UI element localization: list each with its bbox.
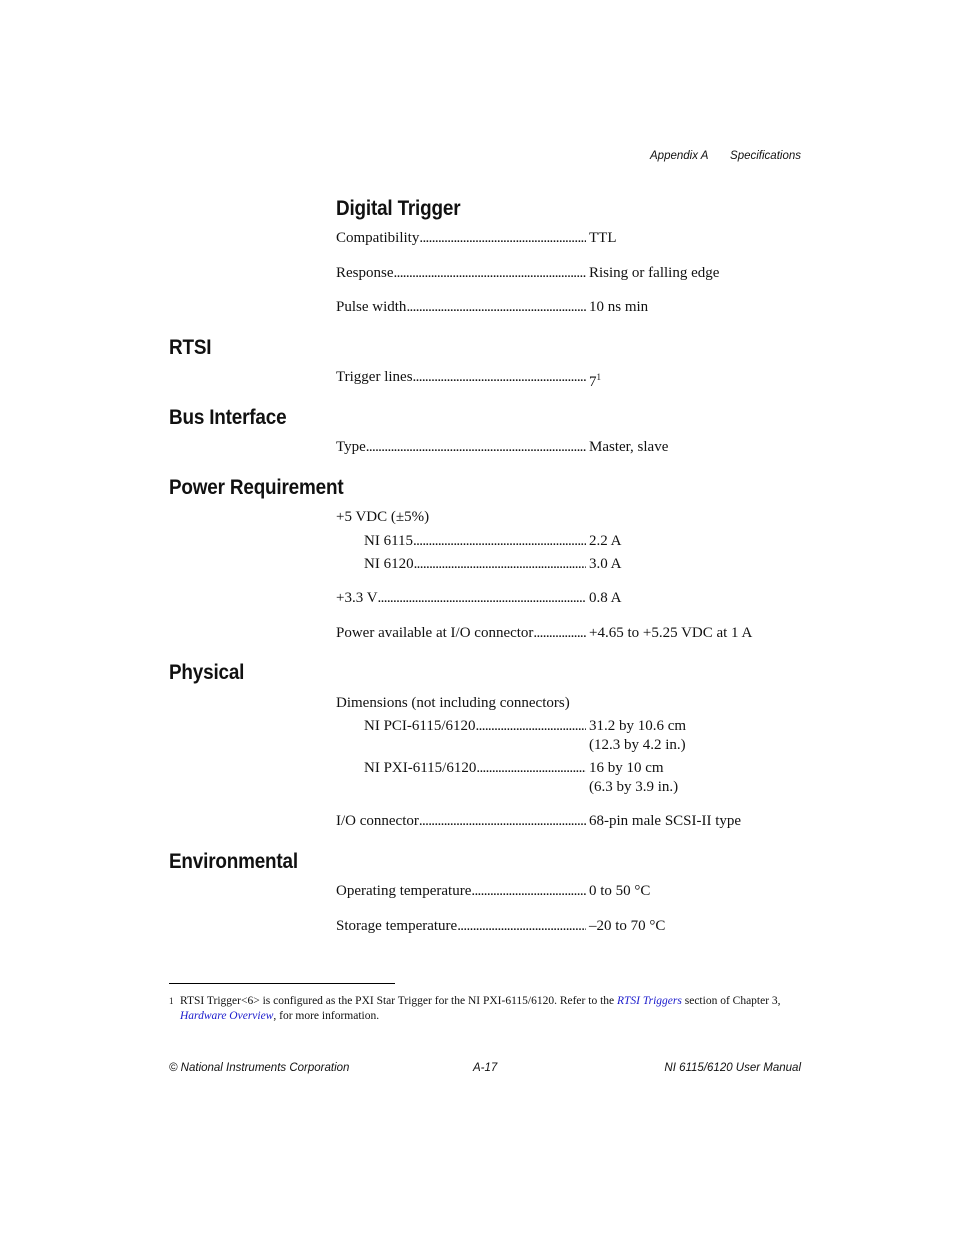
spec-value [586, 368, 601, 392]
spec-row-pci [364, 717, 686, 755]
section-title-rtsi: RTSI [169, 336, 212, 359]
spec-group-label-dimensions: Dimensions (not including connectors) [336, 695, 570, 711]
spec-row-3v3 [336, 589, 622, 608]
spec-label: Response [336, 265, 394, 281]
trigger-lines-value: 7 [589, 374, 597, 390]
spec-value: –20 to 70 °C [589, 918, 666, 934]
spec-label: Operating temperature [336, 883, 472, 899]
spec-label: Storage temperature [336, 918, 458, 934]
spec-value: 0.8 A [589, 590, 622, 606]
spec-value: Master, slave [589, 439, 669, 455]
spec-value: 68-pin male SCSI-II type [589, 813, 742, 829]
spec-row-type [336, 438, 668, 457]
footnote-divider [169, 983, 395, 984]
section-title-environmental: Environmental [169, 850, 298, 873]
spec-row-trigger-lines [336, 368, 601, 392]
spec-row-power-io [336, 624, 752, 643]
footnote [169, 994, 809, 1024]
spec-value: 10 ns min [589, 299, 649, 315]
footnote-text-part: , for more information. [273, 1010, 380, 1022]
spec-value-line: 16 by 10 cm [589, 760, 664, 776]
spec-value [586, 759, 678, 797]
spec-label: NI 6115 [364, 533, 414, 549]
section-title-digital-trigger: Digital Trigger [336, 197, 461, 220]
spec-value-line: (6.3 by 3.9 in.) [589, 779, 679, 795]
spec-value: 0 to 50 °C [589, 883, 651, 899]
spec-label: I/O connector [336, 813, 419, 829]
spec-value: 2.2 A [589, 533, 622, 549]
footnote-text-part: RTSI Trigger<6> is configured as the PXI Star Trigger for the NI PXI-6115/6120. Refer to the [180, 995, 615, 1007]
spec-row-io-connector [336, 812, 741, 831]
spec-value: 3.0 A [589, 556, 622, 572]
footnote-text [180, 994, 809, 1024]
spec-row-pulse-width [336, 298, 648, 317]
spec-group-label-5vdc: +5 VDC (±5%) [336, 509, 430, 525]
spec-label: Type [336, 439, 366, 455]
spec-row-pxi [364, 759, 678, 797]
spec-label: Trigger lines [336, 369, 413, 385]
spec-label: Power available at I/O connector [336, 625, 534, 641]
hardware-overview-link[interactable]: Hardware Overview [180, 1010, 274, 1022]
spec-value: TTL [589, 230, 617, 246]
footer-manual-title: NI 6115/6120 User Manual [664, 1062, 801, 1074]
spec-value-line: (12.3 by 4.2 in.) [589, 737, 686, 753]
running-head-appendix: Appendix A [650, 150, 709, 162]
spec-row-storage-temp [336, 917, 665, 936]
section-title-physical: Physical [169, 661, 245, 684]
spec-label: Pulse width [336, 299, 407, 315]
spec-label: Compatibility [336, 230, 420, 246]
spec-row-ni6120 [364, 555, 622, 574]
running-head-section: Specifications [730, 150, 801, 162]
footnote-mark: 1 [596, 372, 601, 382]
spec-row-response [336, 264, 719, 283]
footer-page-number: A-17 [473, 1062, 498, 1074]
spec-label: NI PCI-6115/6120 [364, 718, 476, 734]
spec-label: +3.3 V [336, 590, 378, 606]
spec-label: NI PXI-6115/6120 [364, 760, 477, 776]
spec-value: +4.65 to +5.25 VDC at 1 A [589, 625, 753, 641]
section-title-bus-interface: Bus Interface [169, 406, 287, 429]
spec-value: Rising or falling edge [589, 265, 720, 281]
section-title-power-requirement: Power Requirement [169, 476, 344, 499]
footer-copyright: © National Instruments Corporation [169, 1062, 350, 1074]
spec-row-ni6115 [364, 532, 622, 551]
spec-value [586, 717, 686, 755]
spec-row-compatibility [336, 229, 617, 248]
spec-value-line: 31.2 by 10.6 cm [589, 718, 687, 734]
running-head [650, 150, 801, 162]
footnote-text-part: section of Chapter 3, [684, 995, 781, 1007]
rtsi-triggers-link[interactable]: RTSI Triggers [617, 995, 682, 1007]
spec-row-operating-temp [336, 882, 650, 901]
footnote-number: 1 [169, 996, 174, 1006]
spec-label: NI 6120 [364, 556, 414, 572]
